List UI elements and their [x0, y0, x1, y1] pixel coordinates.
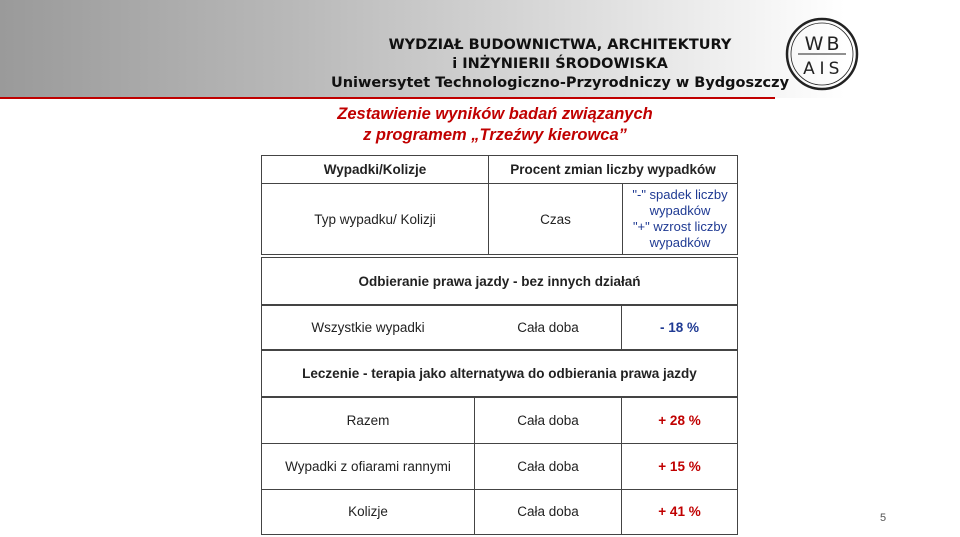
slide-title: Zestawienie wyników badań związanych z programem „Trzeźwy kierowca”	[337, 105, 653, 144]
header-divider	[0, 97, 775, 99]
table-row: Kolizje	[348, 504, 388, 519]
institution-name: WYDZIAŁ BUDOWNICTWA, ARCHITEKTURY i INŻYNIERII ŚRODOWISKA Uniwersytet Technologiczno-Przyrodniczy w Bydgoszczy	[330, 37, 790, 91]
change-value: + 15 %	[658, 458, 701, 474]
sign-legend: "-" spadek liczby wypadków "+" wzrost liczby wypadków	[632, 187, 728, 250]
header-percent-change: Procent zmian liczby wypadków	[510, 162, 716, 177]
logo-letter-b: B	[826, 33, 840, 55]
logo-letter-a: A	[803, 59, 815, 79]
header-type: Typ wypadku/ Kolizji	[314, 211, 436, 227]
header-time: Czas	[540, 211, 571, 227]
table-row: Razem	[346, 412, 390, 428]
logo-letter-s: S	[828, 59, 840, 79]
logo-letter-w: W	[804, 33, 824, 55]
change-value: + 41 %	[658, 504, 701, 519]
change-value: + 28 %	[658, 412, 701, 428]
section-license-revocation: Odbieranie prawa jazdy - bez innych działań	[261, 257, 738, 305]
logo-letter-i: I	[819, 59, 825, 79]
header-accidents: Wypadki/Kolizje	[323, 162, 427, 177]
change-value: - 18 %	[659, 320, 700, 335]
faculty-logo	[784, 16, 860, 92]
table-row: Wypadki z ofiarami rannymi	[285, 458, 451, 474]
page-number: 5	[880, 512, 887, 524]
section-therapy: Leczenie - terapia jako alternatywa do odbierania prawa jazdy	[261, 350, 738, 397]
